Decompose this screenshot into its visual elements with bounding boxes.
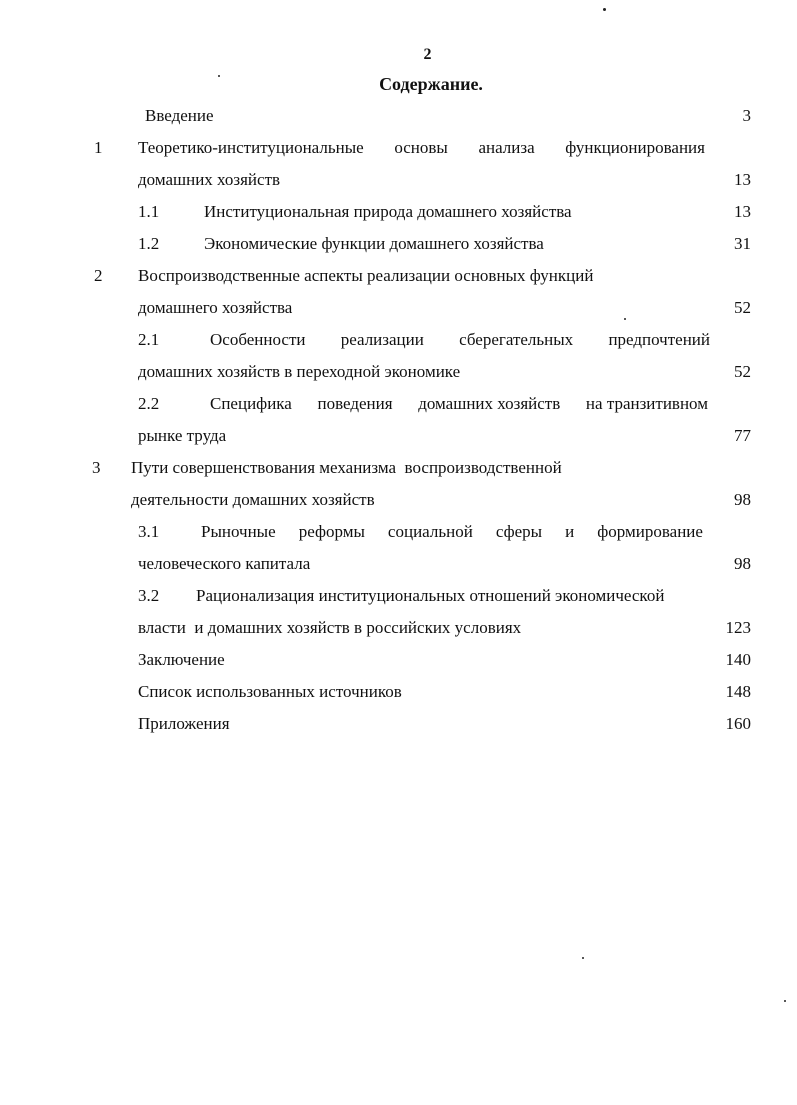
page-number: 2	[423, 46, 432, 63]
toc-ch1-w3: анализа	[478, 138, 535, 157]
scan-speck	[784, 1000, 786, 1002]
toc-s31-w2: реформы	[298, 522, 365, 541]
toc-ch1-w2: основы	[394, 138, 448, 157]
toc-s31-num: 3.1	[138, 522, 160, 541]
toc-ch1-line1	[138, 138, 705, 158]
toc-s32-page: 123	[725, 618, 751, 637]
toc-ch1-num: 1	[94, 138, 103, 157]
toc-s12-text: Экономические функции домашнего хозяйства	[204, 234, 544, 253]
toc-ch3-num: 3	[92, 458, 101, 477]
toc-s21-w4: предпочтений	[608, 330, 710, 349]
scan-speck	[218, 75, 220, 77]
toc-s31-w6: формирование	[597, 522, 703, 541]
toc-s21-line1	[210, 330, 710, 350]
toc-sources-text: Список использованных источников	[138, 682, 402, 701]
toc-s32-num: 3.2	[138, 586, 160, 605]
toc-appendix-page: 160	[725, 714, 751, 733]
toc-s31-w1: Рыночные	[201, 522, 276, 541]
toc-ch2-line2: домашнего хозяйства	[138, 298, 293, 317]
toc-s12-page: 31	[734, 234, 751, 253]
toc-conclusion-text: Заключение	[138, 650, 225, 669]
toc-s31-page: 98	[734, 554, 751, 573]
toc-s21-w3: сберегательных	[459, 330, 574, 349]
toc-appendix-text: Приложения	[138, 714, 230, 733]
toc-s21-w1: Особенности	[210, 330, 306, 349]
toc-ch1-page: 13	[734, 170, 751, 189]
toc-s22-w2: поведения	[317, 394, 393, 413]
toc-s22-w3: домашних хозяйств	[418, 394, 561, 413]
toc-s11-page: 13	[734, 202, 751, 221]
toc-ch3-line2: деятельности домашних хозяйств	[131, 490, 375, 509]
toc-s11-num: 1.1	[138, 202, 160, 221]
scan-speck	[603, 8, 606, 11]
toc-s11-text: Институциональная природа домашнего хозяйства	[204, 202, 572, 221]
toc-s31-w4: сферы	[495, 522, 543, 541]
toc-sources-page: 148	[725, 682, 751, 701]
page-title: Содержание.	[379, 74, 483, 94]
toc-intro-text: Введение	[145, 106, 214, 125]
toc-s31-w3: социальной	[387, 522, 473, 541]
toc-s22-line2: рынке труда	[138, 426, 227, 445]
toc-s22-line1	[210, 394, 708, 414]
toc-s21-num: 2.1	[138, 330, 160, 349]
toc-s32-line1: Рационализация институциональных отношений экономической	[196, 586, 665, 605]
toc-ch1-line2: домашних хозяйств	[138, 170, 281, 189]
toc-ch2-num: 2	[94, 266, 103, 285]
toc-ch2-line1: Воспроизводственные аспекты реализации основных функций	[138, 266, 594, 285]
toc-ch2-page: 52	[734, 298, 751, 317]
toc-s31-w5: и	[565, 522, 575, 541]
toc-s21-w2: реализации	[340, 330, 424, 349]
toc-ch3-page: 98	[734, 490, 751, 509]
toc-s21-page: 52	[734, 362, 751, 381]
toc-s22-page: 77	[734, 426, 751, 445]
toc-ch3-line1: Пути совершенствования механизма воспроизводственной	[131, 458, 562, 477]
toc-intro-page: 3	[742, 106, 751, 125]
toc-s32-line2: власти и домашних хозяйств в российских условиях	[138, 618, 522, 637]
toc-ch1-w4: функционирования	[565, 138, 705, 157]
toc-s31-line2: человеческого капитала	[138, 554, 311, 573]
toc-s31-line1	[201, 522, 703, 542]
toc-s22-w4: на транзитивном	[585, 394, 708, 413]
scan-speck	[582, 957, 584, 959]
scan-speck	[624, 318, 626, 320]
toc-s22-num: 2.2	[138, 394, 160, 413]
toc-s21-line2: домашних хозяйств в переходной экономике	[138, 362, 461, 381]
toc-s12-num: 1.2	[138, 234, 160, 253]
toc-s22-w1: Специфика	[210, 394, 292, 413]
toc-ch1-w1: Теоретико-институциональные	[138, 138, 364, 157]
toc-conclusion-page: 140	[725, 650, 751, 669]
